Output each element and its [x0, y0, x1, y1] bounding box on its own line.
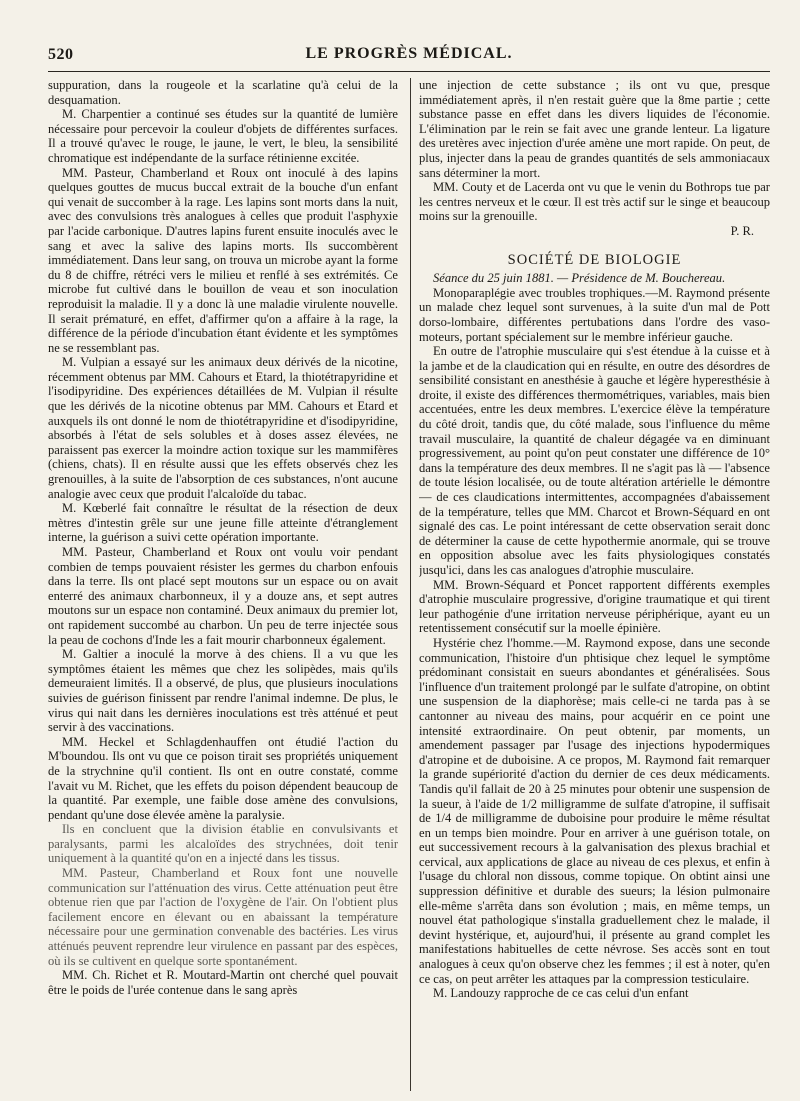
page-number: 520	[48, 46, 74, 63]
paragraph: MM. Pasteur, Chamberland et Roux font une nouvelle communication sur l'atténuation des virus. Cette atténuation peut être obtenue rien que par l'action de l'oxygène de l'air. On l'obtient plus facilement encore en élevant ou en abaissant la température nécessaire pour une germination convenable des bactéries. Les virus atténués peuvent reprendre leur virulence en passant par des espèces, où ils se cultivent en quelque sorte spontanément.	[48, 866, 398, 968]
page-header	[48, 24, 770, 64]
paragraph: MM. Ch. Richet et R. Moutard-Martin ont cherché quel pouvait être le poids de l'urée contenue dans le sang après	[48, 968, 398, 997]
two-column-body	[48, 78, 770, 1091]
paragraph: Monoparaplégie avec troubles trophiques.—M. Raymond présente un malade chez lequel sont survenues, à la suite d'un mal de Pott dorso-lombaire, différentes pertubations dans l'ordre des vaso-moteurs, portant spécialement sur le membre inférieur gauche.	[419, 285, 770, 344]
paragraph: MM. Pasteur, Chamberland et Roux ont voulu voir pendant combien de temps pouvaient résister les germes du charbon enfouis dans la terre. Ils ont placé sept moutons sur un espace ou on avait enterré des animaux charbonneux, il y a douze ans, et sept autres moutons sur un espace non contaminé. Deux animaux du premier lot, ont rapidement succombé au charbon. Un peu de terre injectée sous la peau de cochons d'Inde les a fait mourir charbonneux également.	[48, 545, 398, 647]
paragraph: Ils en concluent que la division établie en convulsivants et paralysants, parmi les alcaloïdes des strychnées, doit tenir uniquement à la quantité qu'on en a injecté dans les tissus.	[48, 822, 398, 866]
paragraph: Hystérie chez l'homme.—M. Raymond expose, dans une seconde communication, l'histoire d'un phtisique chez lequel le symptôme prédominant consistait en sueurs abondantes et généralisées. Sous l'influence d'un traitement prolongé par le sulfate d'atropine, on obtint une suspension de la diaphorèse; mais celle-ci ne tarda pas à se cantonner au niveau des mains, pour acquérir en ce point une intensité extraordinaire. On peut obtenir, par moments, un amendement passager par l'usage des injections hypodermiques d'atropine et de duboisine. A ce propos, M. Raymond fait remarquer la grande supériorité d'action du dernier de ces deux médicaments. Tandis qu'il fallait de 20 à 25 minutes pour obtenir une suspension de la sueur, à l'aide de 1/2 milligramme de sulfate d'atropine, il suffisait de 1/4 de milligramme de duboisine pour produire le même résultat en un temps bien moindre. Pour en arriver à une guérison totale, on eut successivement recours à la galvanisation des plexus brachial et cervical, aux applications de glace au niveau de ces plexus, et enfin à l'usage du chloral non dissous, comme topique. On obtint ainsi une suppression définitive et durable des sueurs; la lésion pulmonaire elle-même s'arrêta dans son évolution ; mais, en même temps, un nouvel état pathologique s'installa graduellement chez le malade, il devint hystérique, et, aujourd'hui, il présente au grand complet les manifestations habituelles de cette névrose. Ses accès sont en tout analogues à ceux qu'on observe chez les femmes ; il est à noter, qu'en ce cas, on peut arrêter les attaques par la compression testiculaire.	[419, 635, 770, 986]
column-divider	[410, 78, 411, 1091]
right-column	[419, 78, 770, 1091]
paragraph: MM. Couty et de Lacerda ont vu que le venin du Bothrops tue par les centres nerveux et le cœur. Il est très actif sur le singe et beaucoup moins sur la grenouille.	[419, 180, 770, 224]
header-rule	[48, 71, 770, 72]
paragraph: M. Vulpian a essayé sur les animaux deux dérivés de la nicotine, récemment obtenus par MM. Cahours et Etard, la thiotétrapyridine et l'isodipyridine. Des expériences détaillées de M. Vulpian il résulte que les dérivés de la nicotine obtenus par MM. Cahours et Etard et auxquels ils ont donné le nom de thiotétrapyridine et d'isodipyridine, absorbés à l'état de sels solubles et à doses assez élevées, ne paraissent pas exercer la moindre action toxique sur les mammifères (chiens, chats). Il en résulte aussi que les effets observés chez les grenouilles, à la suite de l'absorption de ces substances, n'ont aucune analogie avec ceux que produit l'alcaloïde du tabac.	[48, 355, 398, 501]
paragraph: M. Kœberlé fait connaître le résultat de la résection de deux mètres d'intestin grêle sur une jeune fille atteinte d'étranglement interne, la guérison a suivi cette opération importante.	[48, 501, 398, 545]
paragraph: M. Landouzy rapproche de ce cas celui d'un enfant	[433, 986, 689, 1001]
paragraph: M. Galtier a inoculé la morve à des chiens. Il a vu que les symptômes étaient les mêmes que chez les solipèdes, mais qu'ils demeuraient limités. Il a observé, de plus, que plusieurs inoculations suivies de guérison finissent par rendre l'animal indemne. De plus, le virus qui nait dans les dernières inoculations est très atténué et peut servir à des vaccinations.	[48, 647, 398, 735]
paragraph: MM. Brown-Séquard et Poncet rapportent différents exemples d'atrophie musculaire progressive, d'origine traumatique et qui tirent leur pathogénie d'une irritation nerveuse périphérique, ayant eu un retentissement consécutif sur la moelle épinière.	[419, 577, 770, 636]
paragraph: MM. Pasteur, Chamberland et Roux ont inoculé à des lapins quelques gouttes de mucus buccal extrait de la bouche d'un enfant qui venait de succomber à la rage. Les lapins sont morts dans la nuit, avec des convulsions très analogues à celles que produit l'asphyxie par l'acide carbonique. D'autres lapins furent ensuite inoculés avec le sang et avec la salive des lapins morts. Ils succombèrent immédiatement. Dans leur sang, on trouva un microbe ayant la forme du 8 de chiffre, rétréci vers le milieu et renflé à ses extrémités. Ce microbe fut cultivé dans le bouillon de veau et son inoculation reproduisit la maladie. Il y a donc là une maladie virulente nouvelle. Il serait prématuré, en effet, d'affirmer qu'on a affaire à la rage, la différence de la période d'incubation étant évidente et les symptômes ne se ressemblant pas.	[48, 165, 398, 355]
left-column	[48, 78, 404, 1091]
paragraph: En outre de l'atrophie musculaire qui s'est étendue à la cuisse et à la jambe et de la claudication qui en résulte, en outre des désordres de sensibilité consistant en anesthésie à gauche et légère hyperesthésie à droite, il existe des différences thermométriques, variables, mais bien accentuées, entre les deux membres. L'exercice élève la température du côté droit, tandis que, du côté malade, sous l'influence du même travail musculaire, la quantité de chaleur dégagée va en diminuant progressivement, au point qu'on peut constater une différence de 10° dans la température des deux membres. Il ne s'agit pas là — l'absence de toute lésion localisée, ou de toute altération artérielle le démontre — de ces claudications intermittentes, accompagnées d'abaissement de la température, telles que MM. Charcot et Brown-Séquard en ont signalé des cas. Le point intéressant de cette observation serait donc de déterminer la cause de cette hypothermie anormale, qui se trouve en opposition absolue avec les faits physiologiques constatés jusqu'ici, dans les cas analogues d'atrophie musculaire.	[419, 344, 770, 577]
paragraph: M. Charpentier a continué ses études sur la quantité de lumière nécessaire pour percevoir la couleur d'objets de différentes surfaces. Il a trouvé qu'avec le rouge, le jaune, le vert, le bleu, la sensibilité chromatique est indépendante de la surface rétinienne excitée.	[48, 107, 398, 165]
paragraph: MM. Heckel et Schlagdenhauffen ont étudié l'action du M'boundou. Ils ont vu que ce poison tirait ses propriétés uniquement de la strychnine qu'il contient. Ils ont en outre constaté, comme l'avait vu M. Richet, que les effets du poison dépendent beaucoup de la quantité. Par exemple, une faible dose amène des convulsions, pendant qu'une dose élevée amène la paralysie.	[48, 734, 398, 822]
paragraph: une injection de cette substance ; ils ont vu que, presque immédiatement après, il n'en restait guère que la 8me partie ; cette substance passe en effet dans les divers liquides de l'économie. L'élimination par le rein se fait avec une grande lenteur. La ligature des uretères avec injection d'urée amène une mort rapide. On peut, de plus, injecter dans la peau de grandes quantités de sels ammoniacaux sans déterminer la mort.	[419, 78, 770, 180]
paragraph: suppuration, dans la rougeole et la scarlatine qu'à celui de la desquamation.	[48, 78, 398, 107]
session-line: Séance du 25 juin 1881. — Présidence de M. Bouchereau.	[433, 271, 726, 286]
section-title: SOCIÉTÉ DE BIOLOGIE	[507, 251, 682, 268]
signature: P. R.	[730, 223, 754, 238]
journal-title: LE PROGRÈS MÉDICAL.	[305, 45, 513, 62]
